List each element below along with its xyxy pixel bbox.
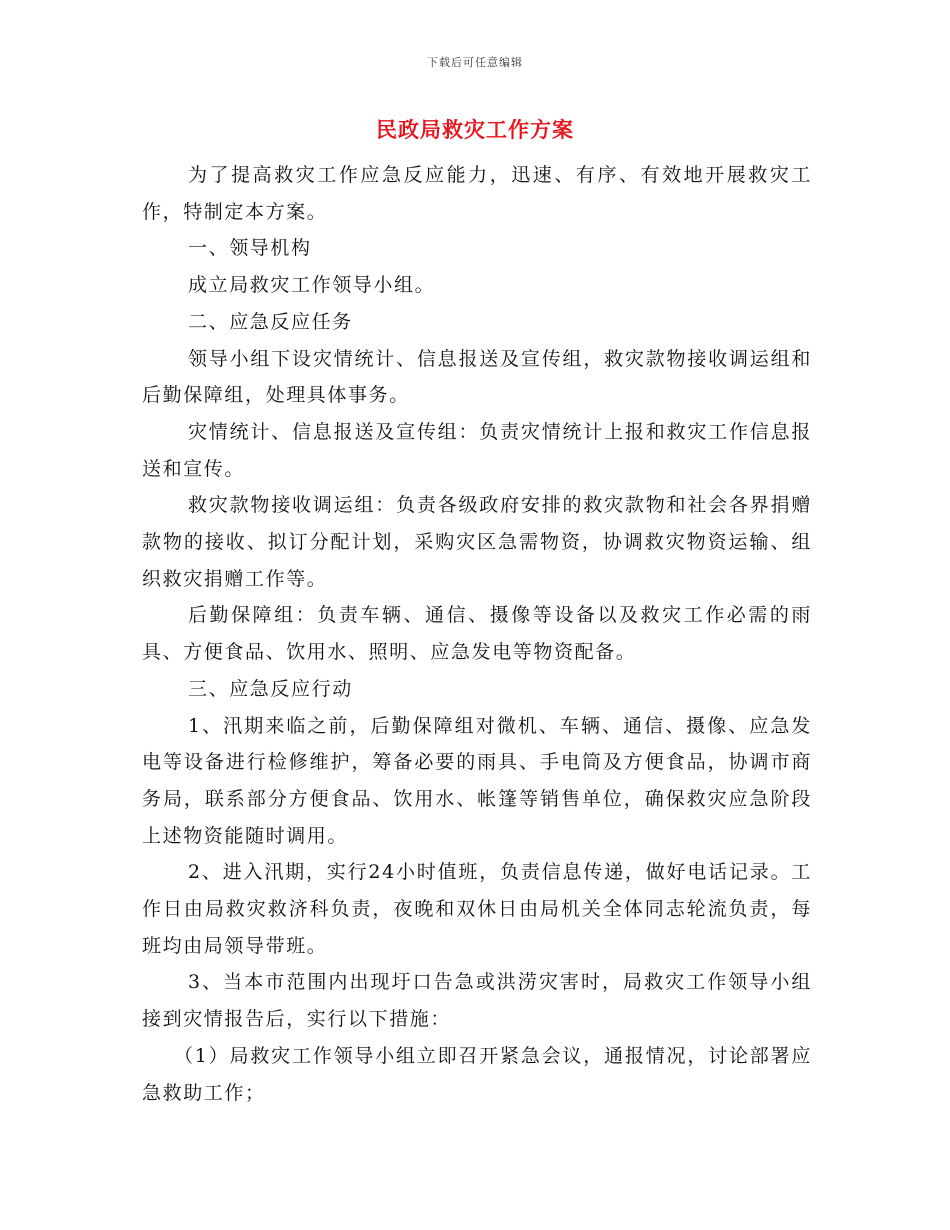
section-heading-tasks: 二、应急反应任务 (188, 310, 353, 333)
paragraph: 灾情统计、信息报送及宣传组：负责灾情统计上报和救灾工作信息报送和宣传。 (142, 420, 812, 480)
paragraph: 2、进入汛期，实行24小时值班，负责信息传递，做好电话记录。工作日由局救灾救济科负责，夜晚和双休日由局机关全体同志轮流负责，每班均由局领导带班。 (142, 861, 812, 957)
paragraph: 3、当本市范围内出现圩口告急或洪涝灾害时，局救灾工作领导小组接到灾情报告后，实行以下措施： (142, 971, 812, 1031)
paragraph-intro: 为了提高救灾工作应急反应能力，迅速、有序、有效地开展救灾工作，特制定本方案。 (142, 164, 812, 223)
paragraph: 成立局救灾工作领导小组。 (188, 274, 436, 297)
paragraph: 领导小组下设灾情统计、信息报送及宣传组，救灾款物接收调运组和后勤保障组，处理具体事务。 (142, 347, 812, 407)
paragraph: 1、汛期来临之前，后勤保障组对微机、车辆、通信、摄像、应急发电等设备进行检修维护，筹备必要的雨具、手电筒及方便食品，协调市商务局，联系部分方便食品、饮用水、帐篷等销售单位，确保救灾应急阶段上述物资能随时调用。 (142, 714, 812, 847)
document-body (142, 157, 812, 1111)
paragraph: 后勤保障组：负责车辆、通信、摄像等设备以及救灾工作必需的雨具、方便食品、饮用水、照明、应急发电等物资配备。 (142, 604, 812, 664)
document-title: 民政局救灾工作方案 (376, 117, 574, 142)
section-heading-leadership: 一、领导机构 (188, 237, 312, 260)
page-header-note: 下载后可任意编辑 (427, 56, 523, 69)
section-heading-actions: 三、应急反应行动 (188, 677, 353, 700)
paragraph: 救灾款物接收调运组：负责各级政府安排的救灾款物和社会各界捐赠款物的接收、拟订分配计划，采购灾区急需物资，协调救灾物资运输、组织救灾捐赠工作等。 (142, 494, 812, 590)
paragraph: （1）局救灾工作领导小组立即召开紧急会议，通报情况，讨论部署应急救助工作； (142, 1044, 812, 1104)
